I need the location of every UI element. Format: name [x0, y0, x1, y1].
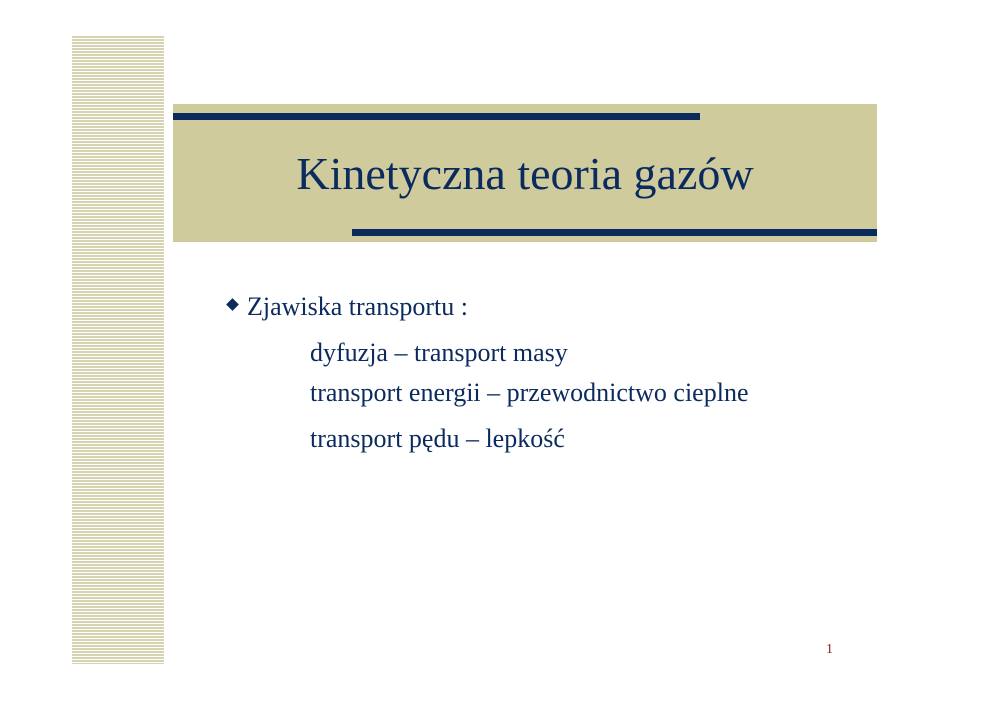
page-number: 1 — [826, 642, 833, 657]
title-accent-bar-top — [173, 113, 700, 120]
sub-item: transport pędu – lepkość — [310, 424, 565, 453]
title-accent-bar-bottom — [352, 229, 877, 236]
sub-item: transport energii – przewodnictwo cieplne — [310, 378, 749, 407]
diamond-bullet-icon — [226, 298, 239, 311]
sub-item: dyfuzja – transport masy — [310, 338, 568, 367]
decorative-side-stripes — [72, 36, 164, 664]
bullet-item — [228, 290, 468, 324]
bullet-label: Zjawiska transportu : — [247, 292, 468, 321]
slide-title: Kinetyczna teoria gazów — [296, 148, 754, 199]
